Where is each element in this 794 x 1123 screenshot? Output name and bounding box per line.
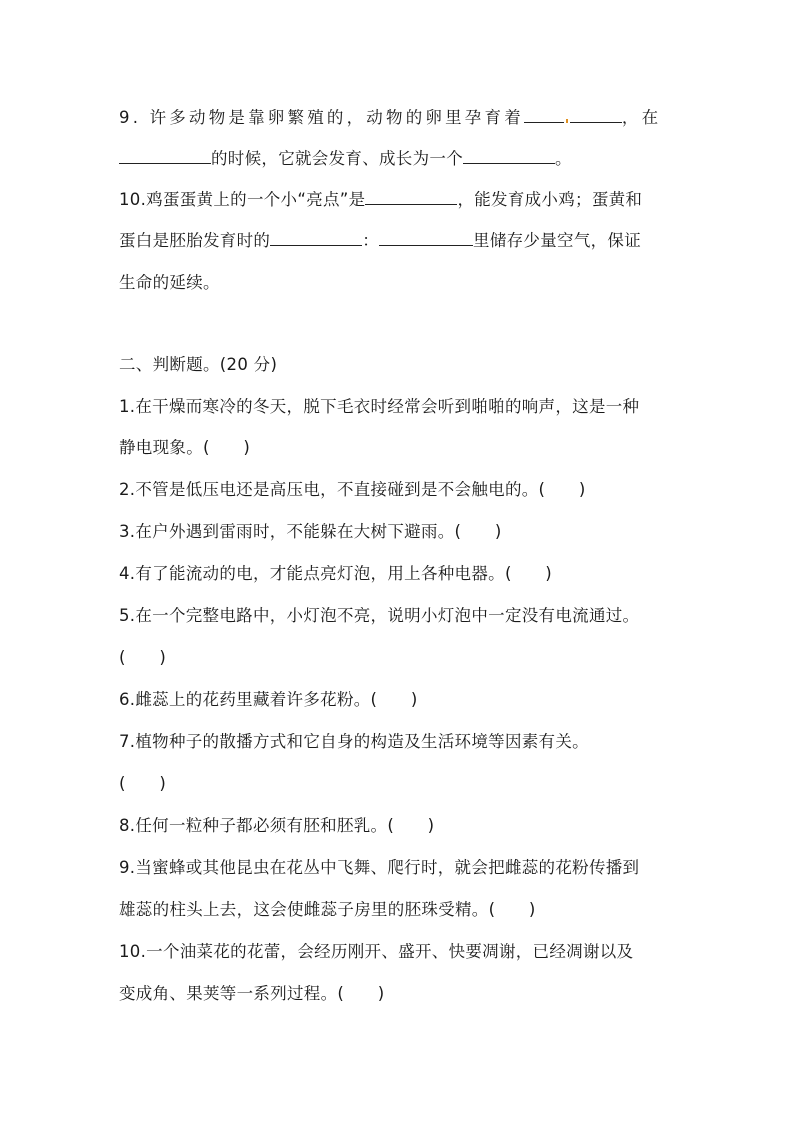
judge-item-9-line2: 雄蕊的柱头上去，这会使雌蕊子房里的胚珠受精。( ) — [119, 900, 536, 919]
answer-blank[interactable] — [379, 230, 473, 246]
fill-in-q10-line1 — [119, 189, 719, 211]
q10-text-4: ： — [362, 231, 380, 250]
q10-text-6: 生命的延续。 — [119, 273, 220, 292]
q10-text-1: 10.鸡蛋蛋黄上的一个小“亮点”是 — [119, 190, 366, 209]
judge-item-7-line1: 7.植物种子的散播方式和它自身的构造及生活环境等因素有关。 — [119, 732, 589, 751]
q9-text-4: 。 — [555, 149, 572, 168]
judge-item-2: 2.不管是低压电还是高压电，不直接碰到是不会触电的。( ) — [119, 480, 586, 499]
q10-text-5: 里储存少量空气，保证 — [473, 231, 642, 250]
judge-item-4: 4.有了能流动的电，才能点亮灯泡，用上各种电器。( ) — [119, 564, 553, 583]
answer-blank[interactable] — [270, 230, 362, 246]
answer-blank[interactable] — [365, 189, 457, 205]
fill-in-q10-line3 — [119, 272, 719, 294]
judge-item-5-line1: 5.在一个完整电路中，小灯泡不亮，说明小灯泡中一定没有电流通过。 — [119, 606, 640, 625]
judge-item-5-line2: ( ) — [119, 648, 167, 667]
judge-item-9-line1: 9.当蜜蜂或其他昆虫在花丛中飞舞、爬行时，就会把雌蕊的花粉传播到 — [119, 858, 640, 877]
judge-item-7-line2: ( ) — [119, 774, 167, 793]
judge-item-3: 3.在户外遇到雷雨时，不能躲在大树下避雨。( ) — [119, 522, 502, 541]
fill-in-q9-line1 — [119, 107, 719, 129]
judge-item-10-line1: 10.一个油菜花的花蕾，会经历刚开、盛开、快要凋谢，已经凋谢以及 — [119, 942, 634, 961]
judge-item-1-line2: 静电现象。( ) — [119, 438, 251, 457]
q10-text-2: ，能发育成小鸡；蛋黄和 — [457, 190, 643, 209]
answer-blank[interactable] — [463, 148, 555, 164]
judge-item-8: 8.任何一粒种子都必须有胚和胚乳。( ) — [119, 816, 435, 835]
answer-blank[interactable] — [119, 148, 211, 164]
answer-blank[interactable] — [524, 107, 564, 123]
fill-in-q9-line2 — [119, 148, 719, 170]
fill-in-q10-line2 — [119, 230, 719, 252]
judge-item-6: 6.雌蕊上的花药里藏着许多花粉。( ) — [119, 690, 418, 709]
mark — [566, 119, 568, 123]
judge-item-1-line1: 1.在干燥而寒冷的冬天，脱下毛衣时经常会听到啪啪的响声，这是一种 — [119, 397, 640, 416]
q9-text-3: 的时候，它就会发育、成长为一个 — [211, 149, 463, 168]
q9-text-2: ，在 — [621, 108, 662, 127]
judge-item-10-line2: 变成角、果荚等一系列过程。( ) — [119, 984, 385, 1003]
answer-blank[interactable] — [570, 107, 622, 123]
section-title: 二、判断题。(20 分) — [119, 355, 278, 374]
q10-text-3: 蛋白是胚胎发育时的 — [119, 231, 271, 250]
q9-text-1: 9. 许多动物是靠卵繁殖的，动物的卵里孕育着 — [119, 108, 524, 127]
